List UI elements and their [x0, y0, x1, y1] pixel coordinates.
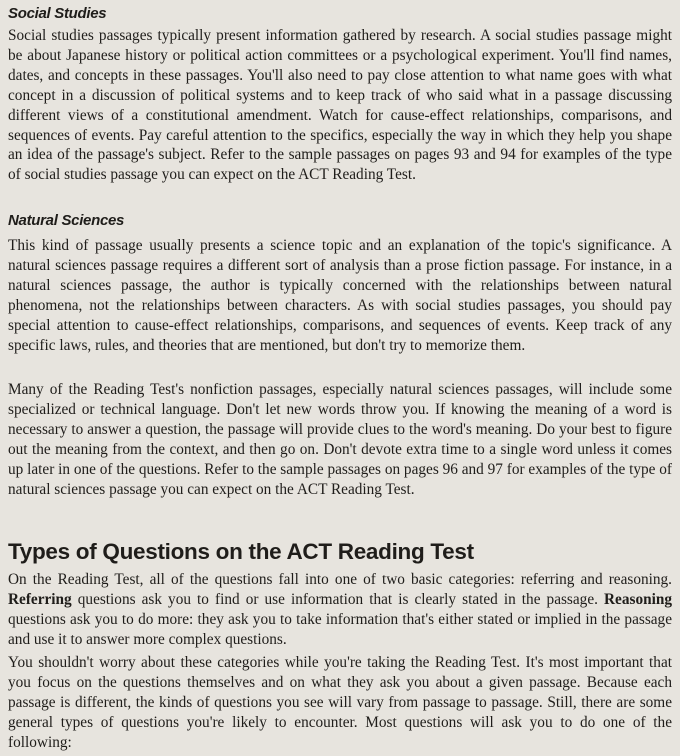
natural-sciences-heading: Natural Sciences [8, 212, 125, 229]
term-referring: Referring [8, 590, 72, 608]
term-reasoning: Reasoning [604, 590, 672, 608]
reasoning-definition: questions ask you to do more: they ask you to take information that's either stated or implied in the passage and use it to answer more complex questions. [8, 610, 672, 648]
technical-language-paragraph: Many of the Reading Test's nonfiction passages, especially natural sciences passages, will include some specialized or technical language. Don't let new words throw you. If knowing the meaning of a word is necessary to answer a question, the passage will provide clues to the word's meaning. Do your best to figure out the meaning from the context, and then go on. Don't devote extra time to a single word unless it comes up later in one of the questions. Refer to the sample passages on pages 96 and 97 for examples of the type of natural sciences passage you can expect on the ACT Reading Test. [8, 381, 672, 498]
referring-definition: questions ask you to find or use information that is clearly stated in the passage. [71, 590, 604, 608]
social-studies-paragraph: Social studies passages typically present information gathered by research. A social studies passage might be about Japanese history or political action committees or a psychological experiment. You'll find names, dates, and concepts in these passages. You'll also need to pay close attention to what name goes with what concept in a discussion of political systems and to keep track of who said what in a passage discussing different views of a constitutional amendment. Watch for cause-effect relationships, comparisons, and sequences of events. Pay careful attention to the specifics, especially the way in which they help you shape an idea of the passage's subject. Refer to the sample passages on pages 93 and 94 for examples of the type of social studies passage you can expect on the ACT Reading Test. [8, 27, 672, 184]
categories-intro: On the Reading Test, all of the questions fall into one of two basic categories: referring and reasoning. [8, 571, 672, 588]
section-title: Types of Questions on the ACT Reading Test [8, 539, 474, 564]
question-categories-paragraph [8, 570, 672, 650]
social-studies-heading: Social Studies [8, 5, 107, 22]
natural-sciences-paragraph: This kind of passage usually presents a science topic and an explanation of the topic's significance. A natural sciences passage requires a different sort of analysis than a prose fiction passage. For instance, in a natural sciences passage, the author is typically concerned with the relationships between natural phenomena, not the relationships between characters. As with social studies passages, you should pay special attention to cause-effect relationships, comparisons, and sequences of events. Keep track of any specific laws, rules, and theories that are mentioned, but don't try to memorize them. [8, 237, 672, 354]
question-types-paragraph: You shouldn't worry about these categories while you're taking the Reading Test. It's most important that you focus on the questions themselves and on what they ask you about a given passage. Because each passage is different, the kinds of questions you see will vary from passage to passage. Still, there are some general types of questions you're likely to encounter. Most questions will ask you to do one of the following: [8, 654, 672, 751]
